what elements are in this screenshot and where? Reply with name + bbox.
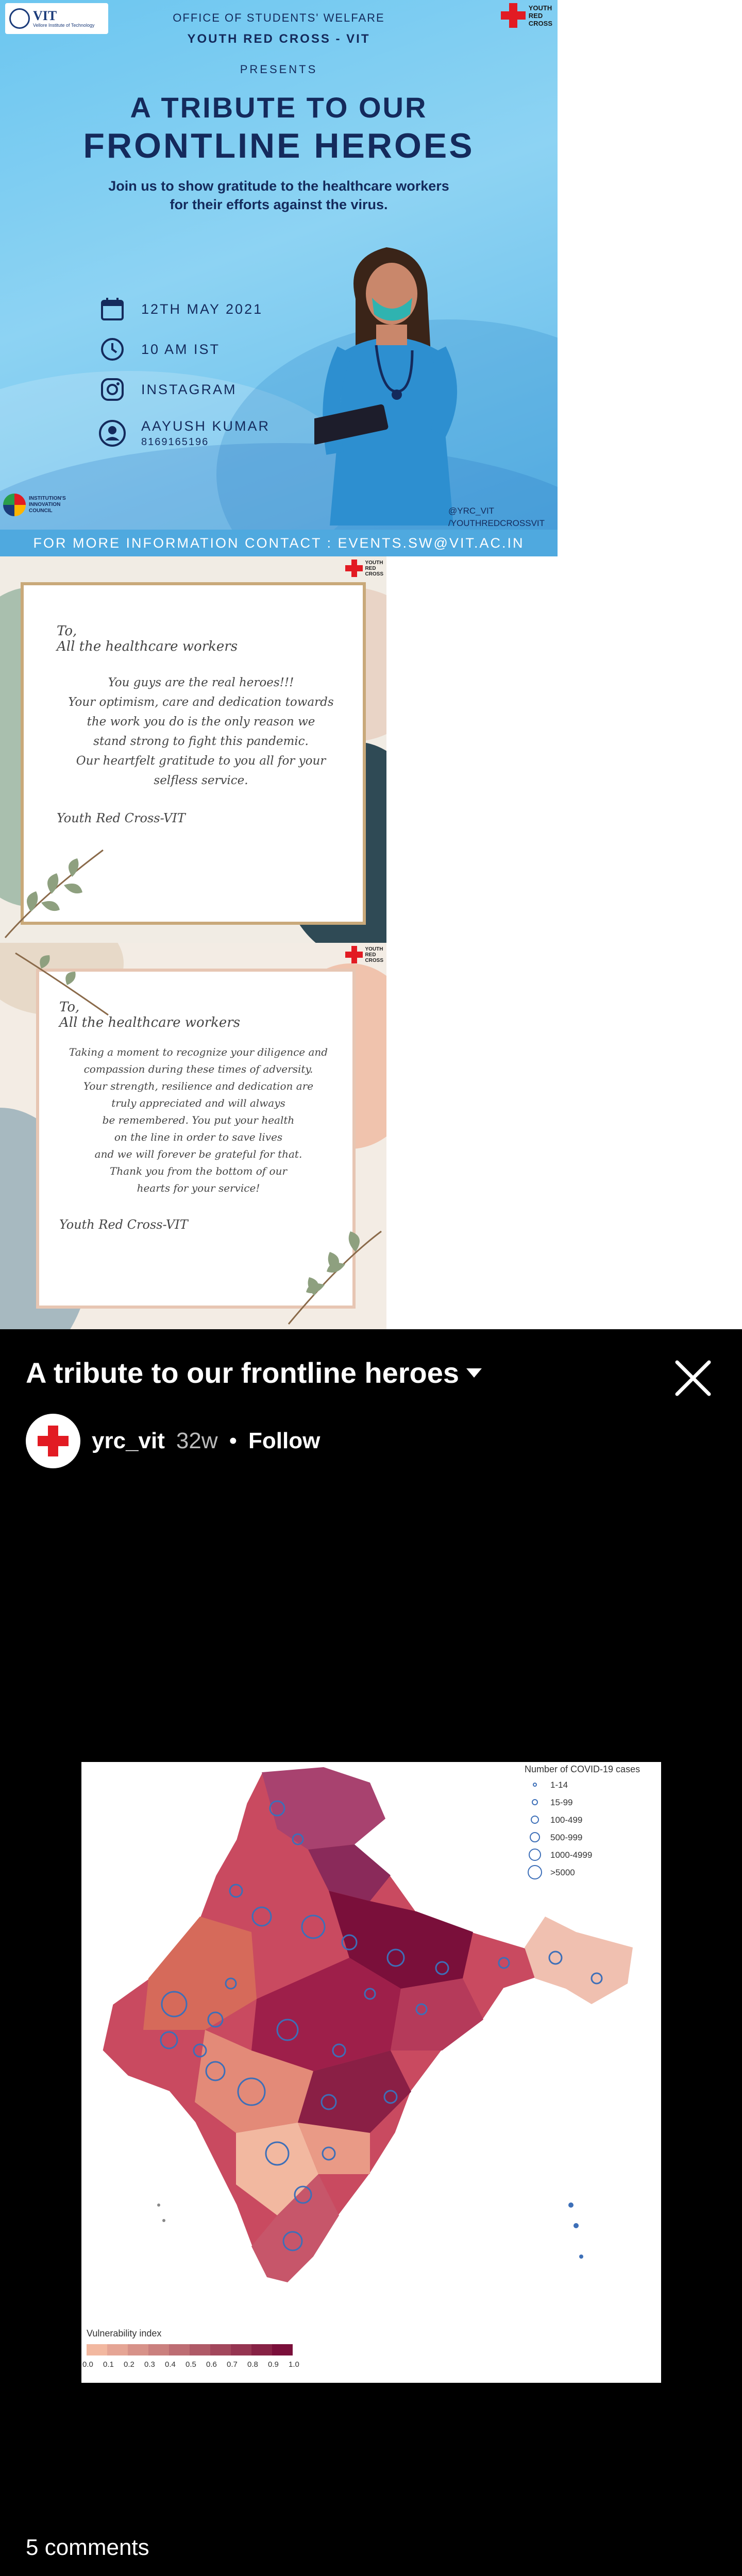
scale-tick-label: 0.8: [247, 2360, 258, 2369]
tribute-letter-card: [0, 943, 386, 1329]
poster-contact-name: AAYUSH KUMAR: [141, 418, 271, 434]
letter-line: compassion during these times of adversity.: [83, 1063, 313, 1075]
post-age: 32w: [176, 1428, 218, 1453]
scale-tick-label: 0.2: [124, 2360, 134, 2369]
poster-presents: PRESENTS: [240, 63, 318, 76]
scale-tick-label: 0.6: [206, 2360, 217, 2369]
letter-line: selfless service.: [154, 774, 248, 787]
social-facebook-handle: /YOUTHREDCROSSVIT: [448, 518, 545, 528]
poster-date: 12TH MAY 2021: [141, 301, 263, 317]
poster-platform-row: [99, 376, 237, 403]
letter-line: Taking a moment to recognize your diligence and: [69, 1046, 328, 1058]
scale-swatch: [128, 2344, 148, 2355]
letter-line: hearts for your service!: [137, 1182, 260, 1194]
legend-marker: [529, 1849, 541, 1860]
branch-decoration: [278, 1221, 386, 1329]
map-legend-title: Number of COVID-19 cases: [525, 1764, 640, 1774]
letter-text: [57, 623, 345, 825]
calendar-icon: [99, 296, 126, 323]
yrc-label: CROSS: [528, 19, 552, 27]
poster-contact-phone: 8169165196: [141, 436, 209, 448]
scale-tick-label: 0.5: [185, 2360, 196, 2369]
social-instagram-handle: @YRC_VIT: [448, 506, 495, 516]
avatar[interactable]: [26, 1414, 80, 1468]
poster-platform: INSTAGRAM: [141, 381, 237, 397]
scale-swatch: [210, 2344, 231, 2355]
scale-tick-label: 0.3: [144, 2360, 155, 2369]
legend-label: 500-999: [550, 1833, 583, 1842]
poster-contact-row: [99, 418, 270, 448]
username-link[interactable]: yrc_vit: [92, 1428, 165, 1453]
branch-decoration: [0, 845, 113, 943]
video-title-dropdown[interactable]: [26, 1356, 483, 1389]
letter-salutation: To,: [57, 623, 77, 639]
caret-down-icon: [465, 1367, 483, 1379]
map-legend: [528, 1780, 592, 1879]
legend-marker: [531, 1816, 538, 1823]
yrc-label: YOUTH: [365, 946, 383, 952]
poster-title-line1: A TRIBUTE TO OUR: [130, 91, 428, 124]
poster-time: 10 AM IST: [141, 341, 221, 357]
poster-organization: YOUTH RED CROSS - VIT: [187, 32, 370, 46]
vit-logo-text: VIT: [33, 8, 57, 23]
instagram-icon: [99, 376, 126, 403]
poster-subtitle-line1: Join us to show gratitude to the healthcare workers: [108, 178, 449, 194]
poster-time-row: [99, 336, 220, 363]
yrc-label: RED: [365, 565, 376, 571]
letter-line: Your optimism, care and dedication towards: [68, 696, 334, 709]
iic-logo: [3, 494, 66, 516]
scale-swatch: [190, 2344, 210, 2355]
legend-label: 100-499: [550, 1815, 583, 1825]
youth-red-cross-logo: [345, 946, 383, 963]
separator-dot: •: [229, 1428, 238, 1453]
iic-emblem-icon: [3, 494, 26, 516]
letter-line: and we will forever be grateful for that.: [94, 1148, 302, 1160]
letter-line: the work you do is the only reason we: [87, 715, 315, 728]
user-icon: [99, 420, 126, 447]
scale-tick-label: 0.4: [165, 2360, 176, 2369]
scale-tick-label: 1.0: [289, 2360, 299, 2369]
poster-social-handles: [448, 505, 545, 530]
legend-label: 1-14: [550, 1780, 568, 1790]
video-title: A tribute to our frontline heroes: [26, 1357, 460, 1389]
letter-line: Thank you from the bottom of our: [109, 1165, 288, 1177]
letter-line: stand strong to fight this pandemic.: [93, 735, 309, 748]
legend-marker: [532, 1800, 537, 1805]
video-player[interactable]: [81, 1762, 661, 2383]
scale-swatch: [107, 2344, 128, 2355]
follow-button[interactable]: Follow: [248, 1428, 321, 1453]
event-poster: [0, 0, 558, 556]
scale-tick-label: 0.0: [82, 2360, 93, 2369]
scale-swatch: [272, 2344, 293, 2355]
red-cross-icon: [345, 560, 363, 577]
letter-body: [59, 1044, 338, 1197]
legend-label: >5000: [550, 1868, 575, 1877]
poster-subtitle-line2: for their efforts against the virus.: [170, 197, 388, 212]
legend-marker: [533, 1783, 536, 1786]
scale-swatch: [148, 2344, 169, 2355]
letter-text: [59, 999, 338, 1232]
letter-recipient: All the healthcare workers: [59, 1015, 241, 1030]
scale-tick-label: 0.9: [268, 2360, 279, 2369]
yrc-label: RED: [528, 11, 543, 20]
scale-tick-label: 0.7: [227, 2360, 238, 2369]
scale-swatch: [251, 2344, 272, 2355]
legend-marker: [530, 1833, 539, 1842]
nurse-illustration: [314, 237, 469, 526]
poster-office: OFFICE OF STUDENTS' WELFARE: [173, 11, 385, 24]
letter-body: [57, 673, 345, 790]
youth-red-cross-logo: [345, 560, 383, 577]
clock-icon: [99, 336, 126, 363]
scale-tick-label: 0.1: [103, 2360, 114, 2369]
letter-recipient: All the healthcare workers: [57, 639, 238, 654]
close-icon[interactable]: [670, 1355, 716, 1401]
tribute-letter-card: [0, 556, 386, 943]
letter-line: Your strength, resilience and dedication are: [83, 1080, 314, 1092]
map-scale-title: Vulnerability index: [87, 2328, 162, 2338]
legend-label: 1000-4999: [550, 1850, 593, 1860]
comments-link[interactable]: 5 comments: [26, 2535, 149, 2560]
yrc-label: YOUTH: [365, 560, 383, 566]
letter-line: Our heartfelt gratitude to you all for your: [76, 754, 326, 768]
poster-title-line2: FRONTLINE HEROES: [83, 126, 475, 165]
iic-label: COUNCIL: [29, 508, 53, 514]
iic-label: INSTITUTION'S: [29, 496, 66, 501]
map-color-scale: [82, 2344, 299, 2369]
letter-signature: Youth Red Cross-VIT: [59, 1217, 188, 1232]
yrc-label: RED: [365, 952, 376, 958]
author-row: [26, 1414, 320, 1468]
yrc-label: CROSS: [365, 957, 383, 963]
red-cross-icon: [38, 1426, 69, 1456]
red-cross-icon: [345, 946, 363, 963]
letter-line: be remembered. You put your health: [102, 1114, 295, 1126]
yrc-label: YOUTH: [528, 4, 552, 12]
poster-date-row: [99, 296, 263, 323]
covid-vulnerability-map: [81, 1762, 661, 2383]
letter-line: You guys are the real heroes!!!: [108, 676, 294, 689]
legend-marker: [528, 1866, 542, 1879]
scale-swatch: [87, 2344, 107, 2355]
yrc-label: CROSS: [365, 571, 383, 577]
scale-swatch: [231, 2344, 251, 2355]
letter-line: on the line in order to save lives: [114, 1131, 283, 1143]
branch-decoration: [10, 948, 113, 1020]
vit-logo-subtext: Vellore Institute of Technology: [33, 23, 95, 28]
letter-signature: Youth Red Cross-VIT: [57, 811, 185, 825]
legend-label: 15-99: [550, 1798, 573, 1807]
iic-label: INNOVATION: [29, 502, 61, 507]
igtv-viewer: [0, 1329, 742, 2576]
poster-footer: FOR MORE INFORMATION CONTACT : EVENTS.SW@VIT.AC.IN: [0, 530, 558, 556]
letter-salutation: To,: [59, 999, 80, 1015]
scale-swatch: [169, 2344, 190, 2355]
letter-line: truly appreciated and will always: [111, 1097, 285, 1109]
